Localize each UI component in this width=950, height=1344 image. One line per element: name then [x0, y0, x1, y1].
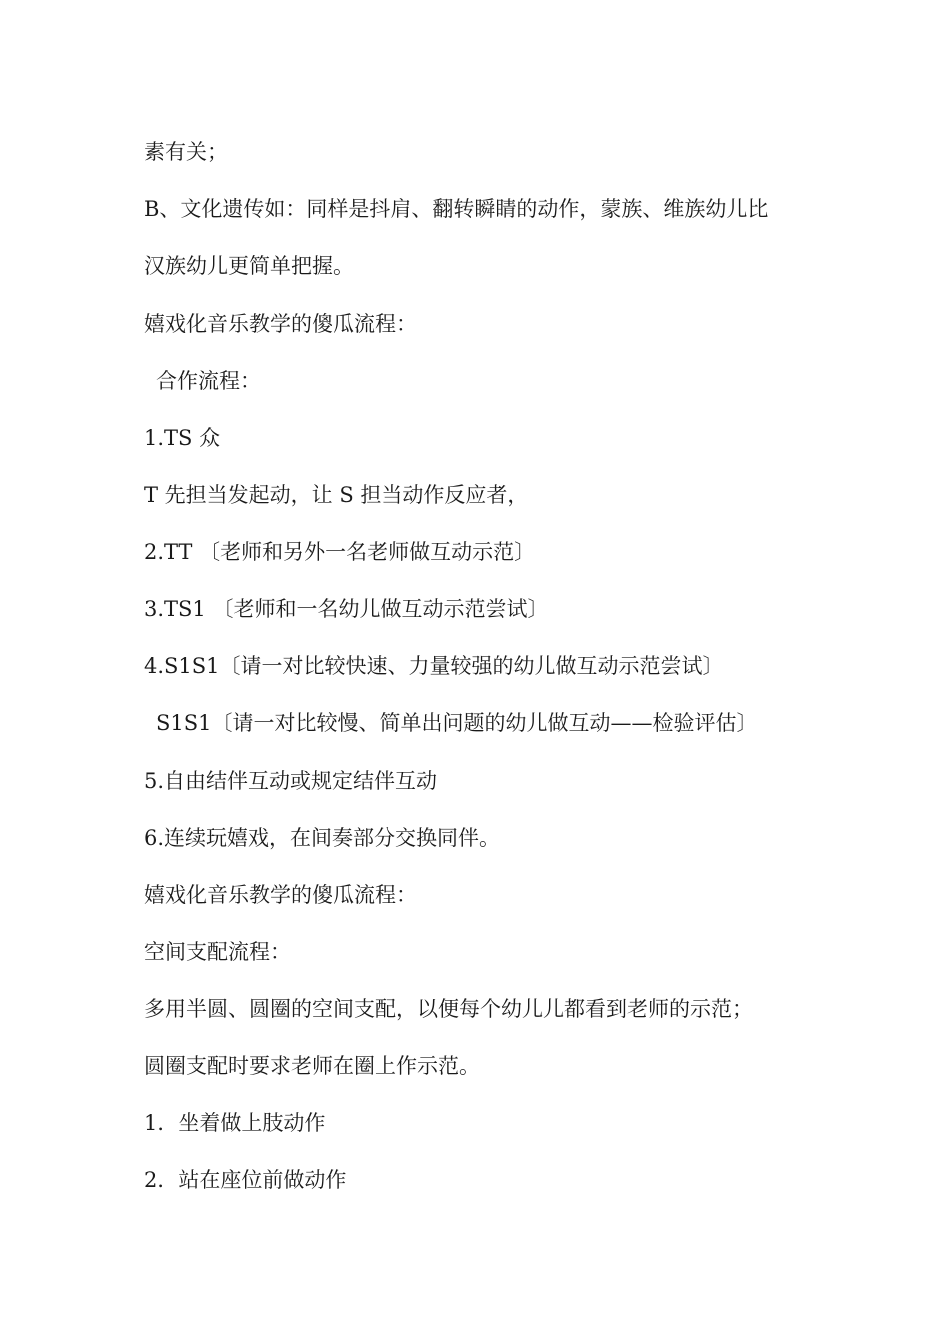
list-item-5: 5.自由结伴互动或规定结伴互动: [144, 769, 438, 793]
list-item-sitting: 1．坐着做上肢动作: [144, 1111, 326, 1135]
subheading-cooperation: 合作流程：: [156, 369, 261, 393]
list-item-standing: 2．站在座位前做动作: [144, 1168, 347, 1192]
text-line-circle: 圆圈支配时要求老师在圈上作示范。: [144, 1054, 480, 1078]
section-heading-process-2: 嬉戏化音乐教学的傻瓜流程：: [144, 883, 417, 907]
text-line-cultural-heritage: B、文化遗传如：同样是抖肩、翻转瞬睛的动作，蒙族、维族幼儿比: [144, 197, 769, 221]
list-item-4-sub: S1S1〔请一对比较慢、简单出问题的幼儿做互动——检验评估〕: [156, 711, 758, 735]
list-item-3: 3.TS1 〔老师和一名幼儿做互动示范尝试〕: [144, 597, 549, 621]
list-item-4: 4.S1S1〔请一对比较快速、力量较强的幼儿做互动示范尝试〕: [144, 654, 724, 678]
text-line-roles: T 先担当发起动，让 S 担当动作反应者，: [144, 483, 529, 507]
text-line-semicircle: 多用半圆、圆圈的空间支配，以便每个幼儿儿都看到老师的示范；: [144, 997, 753, 1021]
text-line-cultural-heritage-cont: 汉族幼儿更简单把握。: [144, 254, 354, 278]
list-item-1: 1.TS 众: [144, 426, 221, 450]
list-item-2: 2.TT 〔老师和另外一名老师做互动示范〕: [144, 540, 536, 564]
section-heading-process: 嬉戏化音乐教学的傻瓜流程：: [144, 312, 417, 336]
subheading-space: 空间支配流程：: [144, 940, 291, 964]
text-line-continuation: 素有关；: [144, 140, 228, 164]
list-item-6: 6.连续玩嬉戏，在间奏部分交换同伴。: [144, 826, 501, 850]
